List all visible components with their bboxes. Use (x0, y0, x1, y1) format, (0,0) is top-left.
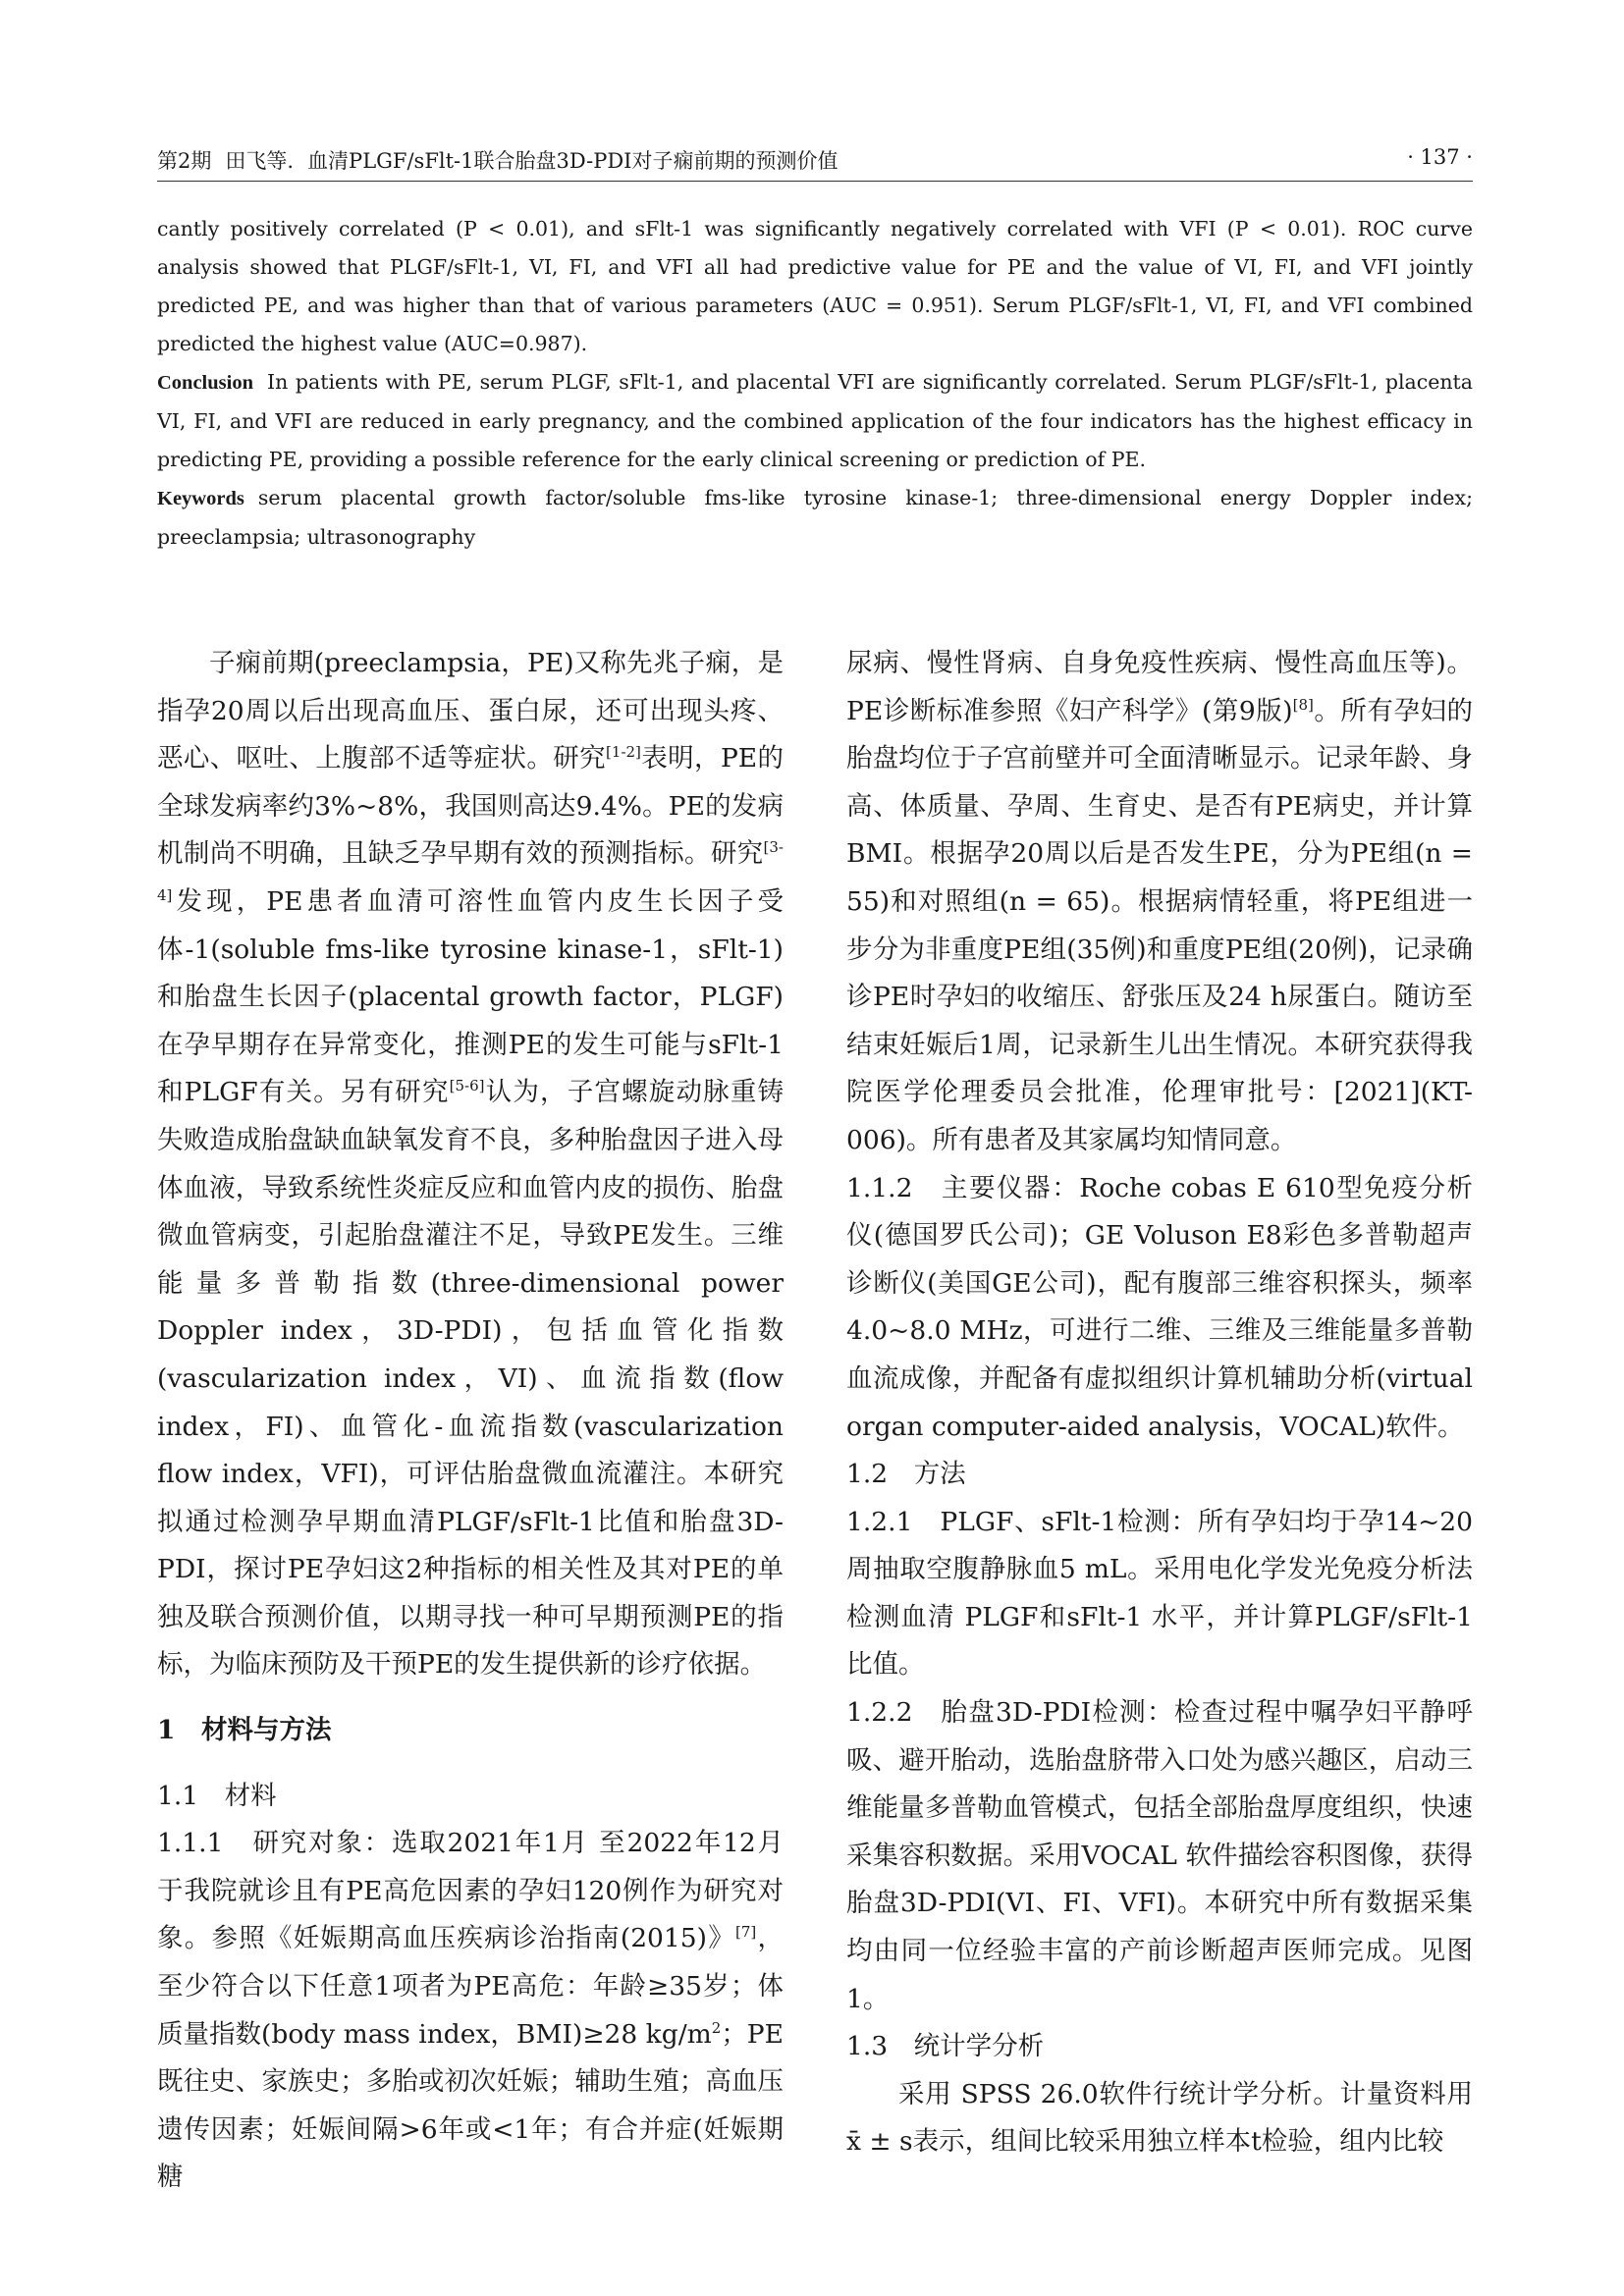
diagnosis-text-1: 尿病、慢性肾病、自身免疫性疾病、慢性高血压等)。PE诊断标准参照《妇产科学》(第9版) (846, 648, 1473, 726)
running-header (157, 137, 1473, 182)
intro-text-2: 表明，PE的全球发病率约3%~8%，我国则高达9.4%。PE的发病机制尚不明确，且缺乏孕早期有效的预测指标。研究 (157, 743, 785, 870)
statistics-paragraph: 采用 SPSS 26.0软件行统计学分析。计量资料用x̄ ± s表示，组间比较采用独立样本t检验，组内比较 (846, 2078, 1473, 2158)
header-left (157, 145, 851, 175)
superscript-2: 2 (711, 2018, 722, 2037)
left-column (157, 640, 784, 2202)
header-title: 血清PLGF/sFlt-1联合胎盘3D-PDI对子痫前期的预测价值 (307, 149, 839, 173)
intro-text-4: 认为，子宫螺旋动脉重铸失败造成胎盘缺血缺氧发育不良，多种胎盘因子进入母体血液，导致系统性炎症反应和血管内皮的损伤、胎盘微血管病变，引起胎盘灌注不足，导致PE发生。三维能量多普勒指数(three-dimensional power Doppler index，3D-PDI)，包括血管化指数(vascularization index，VI)、血流指数(flow index，FI)、血管化-血流指数(vascularization flow index，VFI)，可评估胎盘微血流灌注。本研究拟通过检测孕早期血清PLGF/sFlt-1比值和胎盘3D-PDI，探讨PE孕妇这2种指标的相关性及其对PE的单独及联合预测价值，以期寻找一种可早期预测PE的指标，为临床预防及干预PE的发生提供新的诊疗依据。 (157, 1077, 785, 1681)
subsection-heading-statistics: 1.3 统计学分析 (846, 2031, 1045, 2062)
english-abstract (157, 210, 1473, 557)
diagnosis-paragraph (846, 640, 1473, 1165)
placenta-3dpdi-paragraph: 1.2.2 胎盘3D-PDI检测：检查过程中嘱孕妇平静呼吸、避开胎动，选胎盘脐带入口处为感兴趣区，启动三维能量多普勒血管模式，包括全部胎盘厚度组织，快速采集容积数据。采用VOCAL 软件描绘容积图像，获得胎盘3D-PDI(VI、FI、VFI)。本研究中所有数据采集均由同一位经验丰富的产前诊断超声医师完成。见图1。 (846, 1697, 1473, 2014)
intro-text-1: 子痫前期(preeclampsia，PE)又称先兆子痫，是指孕20周以后出现高血压、蛋白尿，还可出现头疼、恶心、呕吐、上腹部不适等症状。研究 (157, 648, 784, 774)
plgf-detection-paragraph: 1.2.1 PLGF、sFlt-1检测：所有孕妇均于孕14~20周抽取空腹静脉血5 mL。采用电化学发光免疫分析法检测血清 PLGF和sFlt-1 水平，并计算PLGF/sFlt-1比值。 (846, 1506, 1473, 1681)
intro-text-3: 发现，PE患者血清可溶性血管内皮生长因子受体-1(soluble fms-like tyrosine kinase-1，sFlt-1)和胎盘生长因子(placental growth factor，PLGF)在孕早期存在异常变化，推测PE的发生可能与sFlt-1和PLGF有关。另有研究 (157, 885, 784, 1108)
citation-ref: [7] (735, 1923, 757, 1942)
abstract-conclusion (157, 363, 1473, 479)
header-authors: 田飞等. (225, 149, 295, 173)
keywords-label: Keywords (157, 488, 244, 509)
conclusion-text: In patients with PE, serum PLGF, sFlt-1, and placental VFI are significantly correlated. Serum PLGF/sFlt-1, placenta VI, FI, and VFI are reduced in early pregnancy, and the combined application of the four indicators has the highest efficacy in predicting PE, providing a possible reference for the early clinical screening or prediction of PE. (157, 370, 1473, 471)
citation-ref: [5-6] (449, 1077, 485, 1095)
citation-ref: [8] (1292, 695, 1314, 714)
abstract-results-continued: cantly positively correlated (P < 0.01), and sFlt-1 was significantly negatively correlated with VFI (P < 0.01). ROC curve analysis showed that PLGF/sFlt-1, VI, FI, and VFI all had predictive value for PE and the value of VI, FI, and VFI jointly predicted PE, and was higher than that of various parameters (AUC = 0.951). Serum PLGF/sFlt-1, VI, FI, and VFI combined predicted the highest value (AUC=0.987). (157, 217, 1473, 355)
header-issue: 第2期 (157, 149, 212, 173)
header-page-number: · 137 · (1407, 145, 1473, 169)
section-heading-materials-methods: 1 材料与方法 (157, 1715, 332, 1746)
instruments-paragraph: 1.1.2 主要仪器：Roche cobas E 610型免疫分析仪(德国罗氏公司)；GE Voluson E8彩色多普勒超声诊断仪(美国GE公司)，配有腹部三维容积探头，频率4.0~8.0 MHz，可进行二维、三维及三维能量多普勒血流成像，并配备有虚拟组织计算机辅助分析(virtual organ computer-aided analysis，VOCAL)软件。 (846, 1172, 1473, 1442)
subjects-text-2: ，至少符合以下任意1项者为PE高危：年龄≥35岁；体质量指数(body mass index，BMI)≥28 kg/m (157, 1923, 785, 2050)
subsection-heading-materials: 1.1 材料 (157, 1780, 277, 1811)
subjects-text-1: 1.1.1 研究对象：选取2021年1月 至2022年12月 于我院就诊且有PE高危因素的孕妇120例作为研究对象。参照《妊娠期高血压疾病诊治指南(2015)》 (157, 1828, 784, 1954)
conclusion-label: Conclusion (157, 372, 253, 394)
diagnosis-text-2: 。所有孕妇的胎盘均位于子宫前壁并可全面清晰显示。记录年龄、身高、体质量、孕周、生育史、是否有PE病史，并计算BMI。根据孕20周以后是否发生PE，分为PE组(n = 55)和对照组(n = 65)。根据病情轻重，将PE组进一步分为非重度PE组(35例)和重度PE组(20例)，记录确诊PE时孕妇的收缩压、舒张压及24 h尿蛋白。随访至结束妊娠后1周，记录新生儿出生情况。本研究获得我院医学伦理委员会批准，伦理审批号：[2021](KT-006)。所有患者及其家属均知情同意。 (846, 695, 1473, 1155)
study-subjects-paragraph (157, 1820, 784, 2202)
citation-ref: [1-2] (606, 743, 641, 762)
abstract-keywords (157, 479, 1473, 557)
subsection-heading-methods: 1.2 方法 (846, 1459, 966, 1490)
intro-paragraph (157, 640, 784, 1689)
citation-ref: [3-4] (157, 838, 784, 905)
keywords-text: serum placental growth factor/soluble fms-like tyrosine kinase-1; three-dimensional energy Doppler index; preeclampsia; ultrasonography (157, 486, 1473, 549)
subjects-text-3: ；PE既往史、家族史；多胎或初次妊娠；辅助生殖；高血压遗传因素；妊娠间隔>6年或<1年；有合并症(妊娠期糖 (157, 2018, 784, 2193)
right-column (846, 640, 1473, 2166)
